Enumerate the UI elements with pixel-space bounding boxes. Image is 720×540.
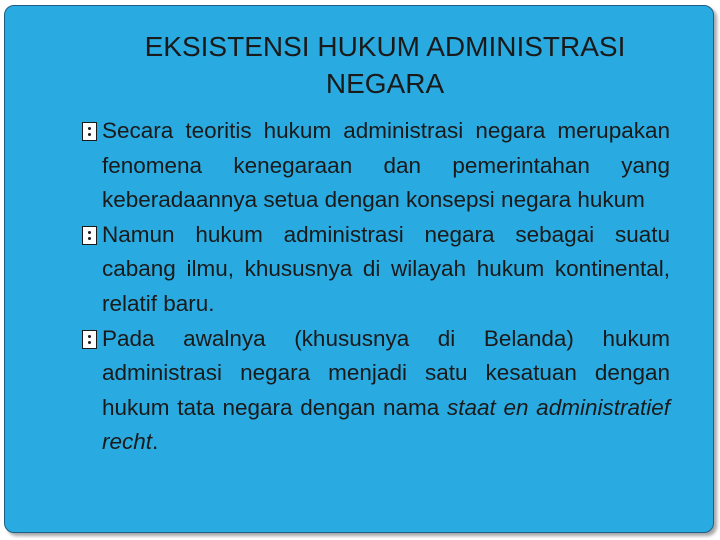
bullet-list	[82, 114, 670, 460]
slide-title-line-2: NEGARA	[325, 68, 445, 99]
bullet-glyph-icon	[82, 122, 97, 141]
bullet-text-2: Namun hukum administrasi negara sebagai suatu cabang ilmu, khususnya di wilayah hukum kontinental, relatif baru.	[102, 221, 670, 316]
slide-title-line-1: EKSISTENSI HUKUM ADMINISTRASI	[144, 31, 626, 62]
bullet-glyph-icon	[82, 226, 97, 245]
bullet-text-1: Secara teoritis hukum administrasi negara merupakan fenomena kenegaraan dan pemerintahan yang keberadaannya setua dengan konsepsi negara hukum	[102, 118, 670, 213]
bullet-item-2	[82, 218, 670, 322]
slide-title	[60, 28, 710, 102]
bullet-text-3-main: Pada awalnya (khususnya di Belanda) hukum administrasi negara menjadi satu kesatuan dengan hukum tata negara dengan nama	[102, 325, 670, 420]
bullet-text-3-italic-term: staat en administratief recht	[102, 394, 670, 455]
bullet-item-1	[82, 114, 670, 218]
bullet-text-3-trailing: .	[152, 429, 159, 455]
bullet-glyph-icon	[82, 330, 97, 349]
bullet-item-3	[82, 322, 670, 460]
bullet-text-3	[102, 326, 670, 455]
